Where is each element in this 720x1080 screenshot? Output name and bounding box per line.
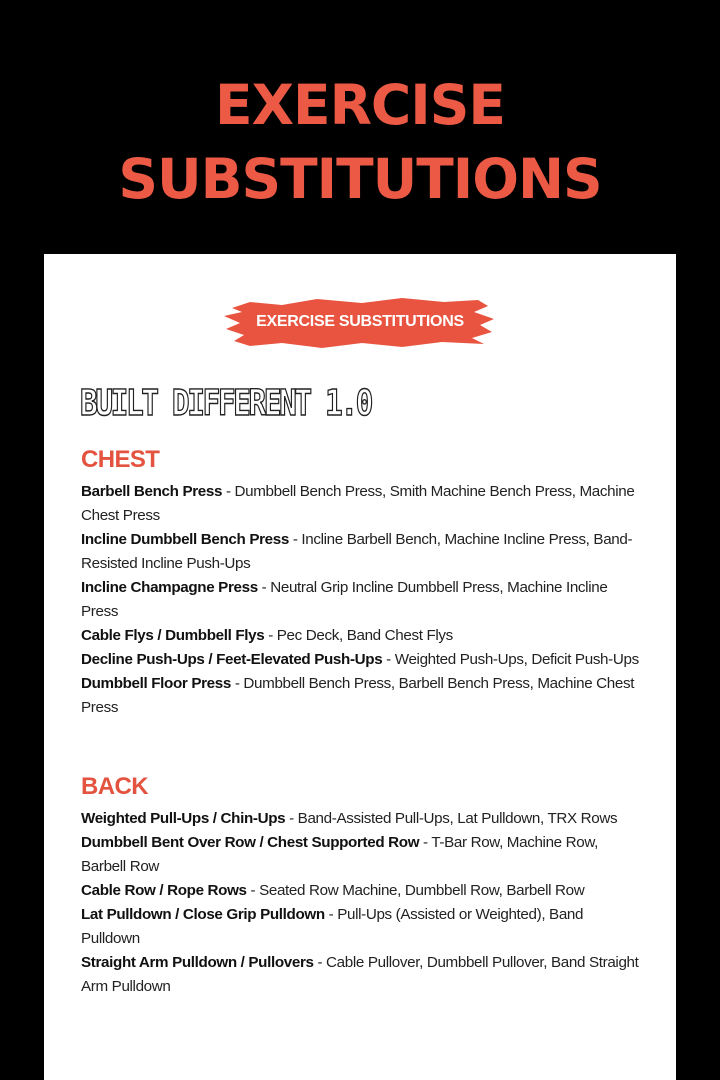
exercise-name: Cable Flys / Dumbbell Flys <box>81 627 265 644</box>
exercise-substitutes: - Pull-Ups (Assisted or Weighted), Band Pulldown <box>81 906 584 947</box>
exercise-substitutes: - Dumbbell Bench Press, Smith Machine Bench Press, Machine Chest Press <box>81 483 635 524</box>
content-card <box>44 254 676 1080</box>
exercise-name: Cable Row / Rope Rows <box>81 882 247 899</box>
program-title: BUILT DIFFERENT 1.0 <box>80 383 371 424</box>
list-item <box>81 528 641 576</box>
page-title <box>0 68 720 216</box>
list-item <box>81 648 641 672</box>
exercise-name: Incline Champagne Press <box>81 579 258 596</box>
list-item <box>81 807 641 831</box>
exercise-substitutes: - Seated Row Machine, Dumbbell Row, Barbell Row <box>246 882 585 899</box>
back-list <box>81 807 641 999</box>
banner-label: EXERCISE SUBSTITUTIONS <box>256 313 464 330</box>
list-item <box>81 576 641 624</box>
list-item <box>81 831 641 879</box>
list-item <box>81 672 641 720</box>
exercise-name: Dumbbell Bent Over Row / Chest Supported Row <box>81 834 420 851</box>
exercise-substitutes: - Neutral Grip Incline Dumbbell Press, Machine Incline Press <box>81 579 608 620</box>
exercise-name: Weighted Pull-Ups / Chin-Ups <box>81 810 286 827</box>
section-title-chest: CHEST <box>81 446 160 473</box>
list-item <box>81 624 641 648</box>
exercise-name: Dumbbell Floor Press <box>81 675 231 692</box>
exercise-name: Lat Pulldown / Close Grip Pulldown <box>81 906 325 923</box>
section-title-back: BACK <box>81 773 148 800</box>
list-item <box>81 879 641 903</box>
exercise-substitutes: - Incline Barbell Bench, Machine Incline Press, Band-Resisted Incline Push-Ups <box>81 531 633 572</box>
exercise-name: Decline Push-Ups / Feet-Elevated Push-Ups <box>81 651 383 668</box>
exercise-substitutes: - Pec Deck, Band Chest Flys <box>264 627 453 644</box>
exercise-substitutes: - Dumbbell Bench Press, Barbell Bench Press, Machine Chest Press <box>81 675 635 716</box>
banner <box>222 292 498 352</box>
page-title-line-2: SUBSTITUTIONS <box>118 147 602 211</box>
page-title-line-1: EXERCISE <box>215 73 505 137</box>
exercise-substitutes: - Weighted Push-Ups, Deficit Push-Ups <box>382 651 639 668</box>
exercise-name: Barbell Bench Press <box>81 483 223 500</box>
exercise-substitutes: - Band-Assisted Pull-Ups, Lat Pulldown, TRX Rows <box>285 810 618 827</box>
exercise-substitutes: - Cable Pullover, Dumbbell Pullover, Band Straight Arm Pulldown <box>81 954 639 995</box>
exercise-substitutes: - T-Bar Row, Machine Row, Barbell Row <box>81 834 598 875</box>
chest-list <box>81 480 641 720</box>
exercise-name: Straight Arm Pulldown / Pullovers <box>81 954 314 971</box>
exercise-name: Incline Dumbbell Bench Press <box>81 531 289 548</box>
list-item <box>81 903 641 951</box>
list-item <box>81 951 641 999</box>
list-item <box>81 480 641 528</box>
